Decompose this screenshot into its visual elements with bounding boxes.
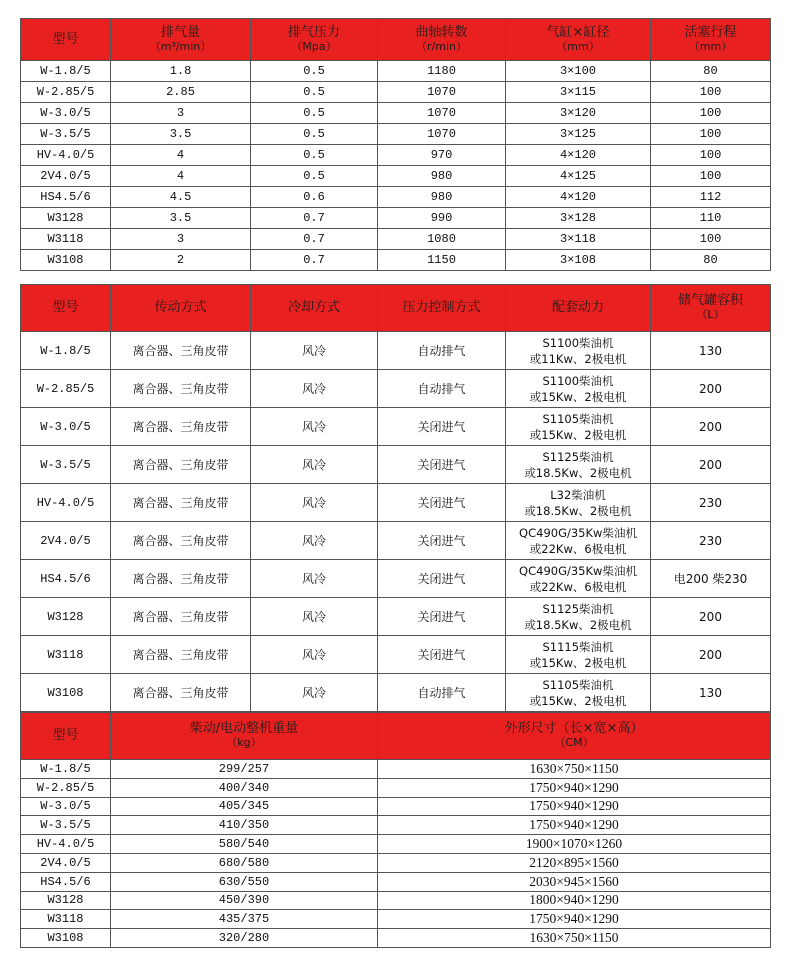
engine-line-2: 或15Kw、2极电机 bbox=[529, 427, 627, 442]
weight-cell: 405/345 bbox=[111, 797, 378, 816]
model-cell: 2V4.0/5 bbox=[21, 853, 111, 872]
cooling-cell: 风冷 bbox=[251, 408, 378, 446]
control-cell: 关闭进气 bbox=[378, 408, 506, 446]
tank-cell: 130 bbox=[651, 332, 771, 370]
engine-cell bbox=[506, 522, 651, 560]
table-row bbox=[21, 674, 771, 712]
header-cell: 配套动力 bbox=[506, 285, 651, 332]
model-cell: W3128 bbox=[21, 208, 111, 229]
table-cell: 3×115 bbox=[506, 82, 651, 103]
table-cell: 1070 bbox=[378, 124, 506, 145]
table-cell: 4×120 bbox=[506, 145, 651, 166]
weight-cell: 450/390 bbox=[111, 891, 378, 910]
control-cell: 关闭进气 bbox=[378, 560, 506, 598]
specs-table-dimensions bbox=[20, 712, 771, 948]
engine-line-1: S1125柴油机 bbox=[542, 449, 614, 464]
table-cell: 4 bbox=[111, 145, 251, 166]
header-cell: 传动方式 bbox=[111, 285, 251, 332]
table-cell: 80 bbox=[651, 61, 771, 82]
model-cell: W-2.85/5 bbox=[21, 778, 111, 797]
header-cell: 型号 bbox=[21, 285, 111, 332]
table-cell: 0.7 bbox=[251, 229, 378, 250]
engine-cell bbox=[506, 560, 651, 598]
table-cell: 100 bbox=[651, 124, 771, 145]
table-cell: 3×118 bbox=[506, 229, 651, 250]
table-row bbox=[21, 560, 771, 598]
table-row bbox=[21, 145, 771, 166]
table-cell: 0.5 bbox=[251, 61, 378, 82]
header-cell: 型号 bbox=[21, 19, 111, 61]
dimensions-cell: 2120×895×1560 bbox=[378, 853, 771, 872]
engine-line-1: L32柴油机 bbox=[550, 487, 606, 502]
model-cell: W3108 bbox=[21, 674, 111, 712]
engine-cell bbox=[506, 370, 651, 408]
engine-line-2: 或15Kw、2极电机 bbox=[529, 389, 627, 404]
tank-cell: 230 bbox=[651, 522, 771, 560]
cooling-cell: 风冷 bbox=[251, 636, 378, 674]
table-row bbox=[21, 778, 771, 797]
model-cell: W-3.5/5 bbox=[21, 124, 111, 145]
table-row bbox=[21, 797, 771, 816]
drive-cell: 离合器、三角皮带 bbox=[111, 522, 251, 560]
drive-cell: 离合器、三角皮带 bbox=[111, 674, 251, 712]
table-row bbox=[21, 598, 771, 636]
header-cell: 型号 bbox=[21, 713, 111, 760]
engine-cell bbox=[506, 598, 651, 636]
drive-cell: 离合器、三角皮带 bbox=[111, 408, 251, 446]
header-cell: 排气量 （m³/min） bbox=[111, 19, 251, 61]
engine-line-2: 或15Kw、2极电机 bbox=[529, 693, 627, 708]
model-cell: 2V4.0/5 bbox=[21, 166, 111, 187]
table-cell: 4×120 bbox=[506, 187, 651, 208]
model-cell: HV-4.0/5 bbox=[21, 484, 111, 522]
cooling-cell: 风冷 bbox=[251, 370, 378, 408]
engine-line-2: 或22Kw、6极电机 bbox=[529, 579, 627, 594]
engine-line-1: QC490G/35Kw柴油机 bbox=[519, 563, 637, 578]
control-cell: 自动排气 bbox=[378, 674, 506, 712]
table-header-row bbox=[21, 285, 771, 332]
table-row bbox=[21, 853, 771, 872]
table-row bbox=[21, 872, 771, 891]
dimensions-cell: 1630×750×1150 bbox=[378, 760, 771, 779]
table-cell: 100 bbox=[651, 103, 771, 124]
engine-cell bbox=[506, 636, 651, 674]
weight-cell: 320/280 bbox=[111, 929, 378, 948]
engine-cell bbox=[506, 408, 651, 446]
table-row bbox=[21, 124, 771, 145]
control-cell: 自动排气 bbox=[378, 370, 506, 408]
tank-cell: 200 bbox=[651, 370, 771, 408]
table-row bbox=[21, 446, 771, 484]
table-row bbox=[21, 332, 771, 370]
header-cell: 排气压力 （Mpa） bbox=[251, 19, 378, 61]
table-row bbox=[21, 166, 771, 187]
drive-cell: 离合器、三角皮带 bbox=[111, 370, 251, 408]
drive-cell: 离合器、三角皮带 bbox=[111, 636, 251, 674]
model-cell: W-3.0/5 bbox=[21, 797, 111, 816]
table-cell: 0.5 bbox=[251, 124, 378, 145]
model-cell: W-2.85/5 bbox=[21, 370, 111, 408]
table-cell: 2 bbox=[111, 250, 251, 271]
table-cell: 3×100 bbox=[506, 61, 651, 82]
table-row bbox=[21, 929, 771, 948]
specs-table-drive bbox=[20, 284, 771, 712]
weight-cell: 400/340 bbox=[111, 778, 378, 797]
table-cell: 0.7 bbox=[251, 208, 378, 229]
model-cell: HV-4.0/5 bbox=[21, 835, 111, 854]
tank-cell: 200 bbox=[651, 446, 771, 484]
table-cell: 0.6 bbox=[251, 187, 378, 208]
tank-cell: 电200 柴230 bbox=[651, 560, 771, 598]
header-cell: 活塞行程 （mm） bbox=[651, 19, 771, 61]
table-cell: 80 bbox=[651, 250, 771, 271]
dimensions-cell: 1750×940×1290 bbox=[378, 816, 771, 835]
engine-line-1: S1105柴油机 bbox=[542, 411, 614, 426]
model-cell: W-1.8/5 bbox=[21, 760, 111, 779]
table-row bbox=[21, 187, 771, 208]
table-cell: 112 bbox=[651, 187, 771, 208]
weight-cell: 299/257 bbox=[111, 760, 378, 779]
table-header-row bbox=[21, 19, 771, 61]
model-cell: W-3.0/5 bbox=[21, 408, 111, 446]
model-cell: W-2.85/5 bbox=[21, 82, 111, 103]
table-row bbox=[21, 910, 771, 929]
model-cell: W-3.5/5 bbox=[21, 446, 111, 484]
table-row bbox=[21, 816, 771, 835]
tank-cell: 200 bbox=[651, 598, 771, 636]
engine-line-2: 或22Kw、6极电机 bbox=[529, 541, 627, 556]
model-cell: W3118 bbox=[21, 636, 111, 674]
table-cell: 0.5 bbox=[251, 145, 378, 166]
table-cell: 0.7 bbox=[251, 250, 378, 271]
table-cell: 4 bbox=[111, 166, 251, 187]
header-cell: 气缸×缸径 （mm） bbox=[506, 19, 651, 61]
table-cell: 100 bbox=[651, 229, 771, 250]
drive-cell: 离合器、三角皮带 bbox=[111, 598, 251, 636]
weight-cell: 680/580 bbox=[111, 853, 378, 872]
control-cell: 关闭进气 bbox=[378, 636, 506, 674]
weight-cell: 580/540 bbox=[111, 835, 378, 854]
specs-table-performance bbox=[20, 18, 771, 271]
engine-line-2: 或18.5Kw、2极电机 bbox=[524, 503, 632, 518]
table-row bbox=[21, 636, 771, 674]
engine-line-1: S1125柴油机 bbox=[542, 601, 614, 616]
dimensions-cell: 2030×945×1560 bbox=[378, 872, 771, 891]
cooling-cell: 风冷 bbox=[251, 332, 378, 370]
weight-cell: 410/350 bbox=[111, 816, 378, 835]
cooling-cell: 风冷 bbox=[251, 598, 378, 636]
table-row bbox=[21, 103, 771, 124]
table-cell: 970 bbox=[378, 145, 506, 166]
table-cell: 990 bbox=[378, 208, 506, 229]
tank-cell: 230 bbox=[651, 484, 771, 522]
engine-line-2: 或11Kw、2极电机 bbox=[529, 351, 627, 366]
table-row bbox=[21, 891, 771, 910]
model-cell: W-3.5/5 bbox=[21, 816, 111, 835]
table-row bbox=[21, 522, 771, 560]
engine-cell bbox=[506, 674, 651, 712]
table-cell: 0.5 bbox=[251, 166, 378, 187]
table-cell: 1150 bbox=[378, 250, 506, 271]
table-cell: 2.85 bbox=[111, 82, 251, 103]
weight-cell: 435/375 bbox=[111, 910, 378, 929]
cooling-cell: 风冷 bbox=[251, 446, 378, 484]
table-cell: 100 bbox=[651, 82, 771, 103]
control-cell: 关闭进气 bbox=[378, 522, 506, 560]
control-cell: 关闭进气 bbox=[378, 598, 506, 636]
table-cell: 3×120 bbox=[506, 103, 651, 124]
header-cell: 柴动/电动整机重量 （kg） bbox=[111, 713, 378, 760]
model-cell: 2V4.0/5 bbox=[21, 522, 111, 560]
table-row bbox=[21, 484, 771, 522]
engine-line-1: QC490G/35Kw柴油机 bbox=[519, 525, 637, 540]
table-cell: 0.5 bbox=[251, 82, 378, 103]
header-cell: 储气罐容积 （L） bbox=[651, 285, 771, 332]
table-row bbox=[21, 408, 771, 446]
engine-cell bbox=[506, 446, 651, 484]
model-cell: W3118 bbox=[21, 229, 111, 250]
table-cell: 3.5 bbox=[111, 208, 251, 229]
model-cell: HV-4.0/5 bbox=[21, 145, 111, 166]
engine-line-1: S1100柴油机 bbox=[542, 335, 614, 350]
control-cell: 自动排气 bbox=[378, 332, 506, 370]
table-cell: 1070 bbox=[378, 103, 506, 124]
control-cell: 关闭进气 bbox=[378, 446, 506, 484]
cooling-cell: 风冷 bbox=[251, 674, 378, 712]
model-cell: HS4.5/6 bbox=[21, 560, 111, 598]
table-cell: 980 bbox=[378, 187, 506, 208]
engine-line-1: S1115柴油机 bbox=[542, 639, 614, 654]
table-cell: 3×125 bbox=[506, 124, 651, 145]
table-cell: 110 bbox=[651, 208, 771, 229]
tank-cell: 200 bbox=[651, 408, 771, 446]
drive-cell: 离合器、三角皮带 bbox=[111, 446, 251, 484]
model-cell: HS4.5/6 bbox=[21, 187, 111, 208]
model-cell: W-3.0/5 bbox=[21, 103, 111, 124]
dimensions-cell: 1630×750×1150 bbox=[378, 929, 771, 948]
table-row bbox=[21, 82, 771, 103]
engine-line-1: S1105柴油机 bbox=[542, 677, 614, 692]
control-cell: 关闭进气 bbox=[378, 484, 506, 522]
table-cell: 3×108 bbox=[506, 250, 651, 271]
table-cell: 4.5 bbox=[111, 187, 251, 208]
model-cell: W3118 bbox=[21, 910, 111, 929]
header-cell: 压力控制方式 bbox=[378, 285, 506, 332]
table-cell: 0.5 bbox=[251, 103, 378, 124]
dimensions-cell: 1750×940×1290 bbox=[378, 778, 771, 797]
weight-cell: 630/550 bbox=[111, 872, 378, 891]
table-header-row bbox=[21, 713, 771, 760]
engine-line-2: 或15Kw、2极电机 bbox=[529, 655, 627, 670]
table-cell: 1080 bbox=[378, 229, 506, 250]
table-row bbox=[21, 229, 771, 250]
table-cell: 3.5 bbox=[111, 124, 251, 145]
table-cell: 980 bbox=[378, 166, 506, 187]
table-row bbox=[21, 250, 771, 271]
cooling-cell: 风冷 bbox=[251, 522, 378, 560]
model-cell: W-1.8/5 bbox=[21, 61, 111, 82]
table-row bbox=[21, 835, 771, 854]
table-cell: 3×128 bbox=[506, 208, 651, 229]
table-cell: 1070 bbox=[378, 82, 506, 103]
engine-line-2: 或18.5Kw、2极电机 bbox=[524, 617, 632, 632]
engine-line-2: 或18.5Kw、2极电机 bbox=[524, 465, 632, 480]
drive-cell: 离合器、三角皮带 bbox=[111, 560, 251, 598]
model-cell: W3108 bbox=[21, 929, 111, 948]
table-cell: 4×125 bbox=[506, 166, 651, 187]
dimensions-cell: 1900×1070×1260 bbox=[378, 835, 771, 854]
table-cell: 100 bbox=[651, 166, 771, 187]
cooling-cell: 风冷 bbox=[251, 560, 378, 598]
table-row bbox=[21, 760, 771, 779]
model-cell: W-1.8/5 bbox=[21, 332, 111, 370]
model-cell: W3128 bbox=[21, 598, 111, 636]
drive-cell: 离合器、三角皮带 bbox=[111, 484, 251, 522]
tank-cell: 200 bbox=[651, 636, 771, 674]
table-row bbox=[21, 370, 771, 408]
dimensions-cell: 1750×940×1290 bbox=[378, 797, 771, 816]
engine-line-1: S1100柴油机 bbox=[542, 373, 614, 388]
model-cell: W3108 bbox=[21, 250, 111, 271]
engine-cell bbox=[506, 332, 651, 370]
model-cell: W3128 bbox=[21, 891, 111, 910]
table-cell: 3 bbox=[111, 103, 251, 124]
table-cell: 100 bbox=[651, 145, 771, 166]
table-cell: 3 bbox=[111, 229, 251, 250]
header-cell: 冷却方式 bbox=[251, 285, 378, 332]
model-cell: HS4.5/6 bbox=[21, 872, 111, 891]
drive-cell: 离合器、三角皮带 bbox=[111, 332, 251, 370]
table-row bbox=[21, 208, 771, 229]
header-cell: 外形尺寸（长×宽×高） （CM） bbox=[378, 713, 771, 760]
cooling-cell: 风冷 bbox=[251, 484, 378, 522]
table-cell: 1180 bbox=[378, 61, 506, 82]
dimensions-cell: 1750×940×1290 bbox=[378, 910, 771, 929]
dimensions-cell: 1800×940×1290 bbox=[378, 891, 771, 910]
table-cell: 1.8 bbox=[111, 61, 251, 82]
table-row bbox=[21, 61, 771, 82]
tank-cell: 130 bbox=[651, 674, 771, 712]
header-cell: 曲轴转数 （r/min） bbox=[378, 19, 506, 61]
engine-cell bbox=[506, 484, 651, 522]
